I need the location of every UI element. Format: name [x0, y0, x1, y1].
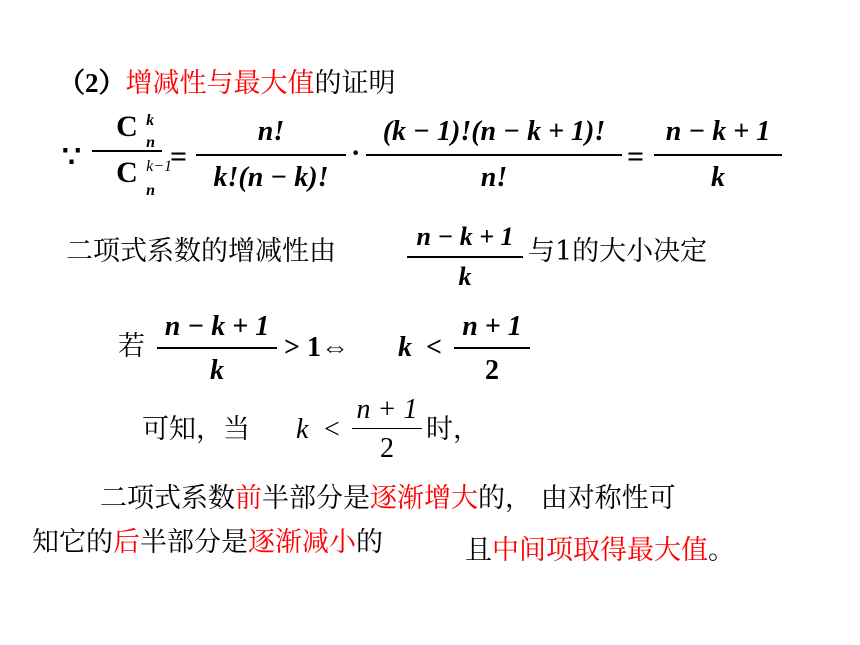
binomial-numerator: C k n [116, 110, 156, 151]
fraction-numerator: (k − 1)!(n − k + 1)! [382, 116, 606, 147]
variable-k: k [398, 332, 412, 363]
fraction-half: n + 1 2 [352, 394, 422, 465]
paragraph-line-2: 知它的后半部分是逐渐减小的 [32, 527, 383, 558]
fraction-half: n + 1 2 [454, 311, 530, 387]
fraction-denominator: k!(n − k)! [213, 162, 329, 193]
heading-number: （2） [58, 68, 126, 98]
heading-topic: 增减性与最大值 [125, 68, 315, 99]
variable-k: k [296, 414, 309, 445]
heading-suffix: 的证明 [314, 68, 396, 99]
fraction-denominator: n! [480, 162, 508, 193]
paragraph-line-2-and: 且中间项取得最大值。 [465, 535, 735, 566]
paragraph-line-1: 二项式系数前半部分是逐渐增大的， 由对称性可 [100, 483, 676, 514]
fraction-denominator: k [711, 162, 725, 193]
less-than: < [426, 332, 442, 363]
fraction-factorial [196, 116, 346, 194]
line-conclusion-prefix: 可知，当 [142, 414, 250, 445]
fraction-ratio-inline: n − k + 1 k [407, 222, 523, 292]
multiply-dot: · [351, 138, 361, 169]
fraction-numerator: n − k + 1 [665, 116, 771, 147]
line-monotonic-suffix: 与1的大小决定 [528, 236, 708, 267]
heading [58, 70, 396, 97]
greater-than-iff: > 1⇔ [284, 332, 349, 363]
because-symbol: ∵ [62, 141, 82, 174]
line-monotonic-statement: 二项式系数的增减性由 [66, 236, 336, 267]
fraction-result [654, 116, 782, 194]
equals-sign-1: = [170, 140, 188, 173]
equals-sign-2: = [627, 140, 645, 173]
less-than: < [324, 414, 340, 445]
fraction-condition: n − k + 1 k [157, 311, 277, 387]
binomial-denominator: C k−1 n [116, 156, 173, 199]
fraction-binomial-ratio [92, 110, 173, 204]
fraction-factorial-2 [366, 116, 622, 194]
line-conclusion-suffix: 时， [426, 414, 480, 445]
fraction-numerator: n! [257, 116, 285, 147]
word-if: 若 [118, 331, 145, 362]
